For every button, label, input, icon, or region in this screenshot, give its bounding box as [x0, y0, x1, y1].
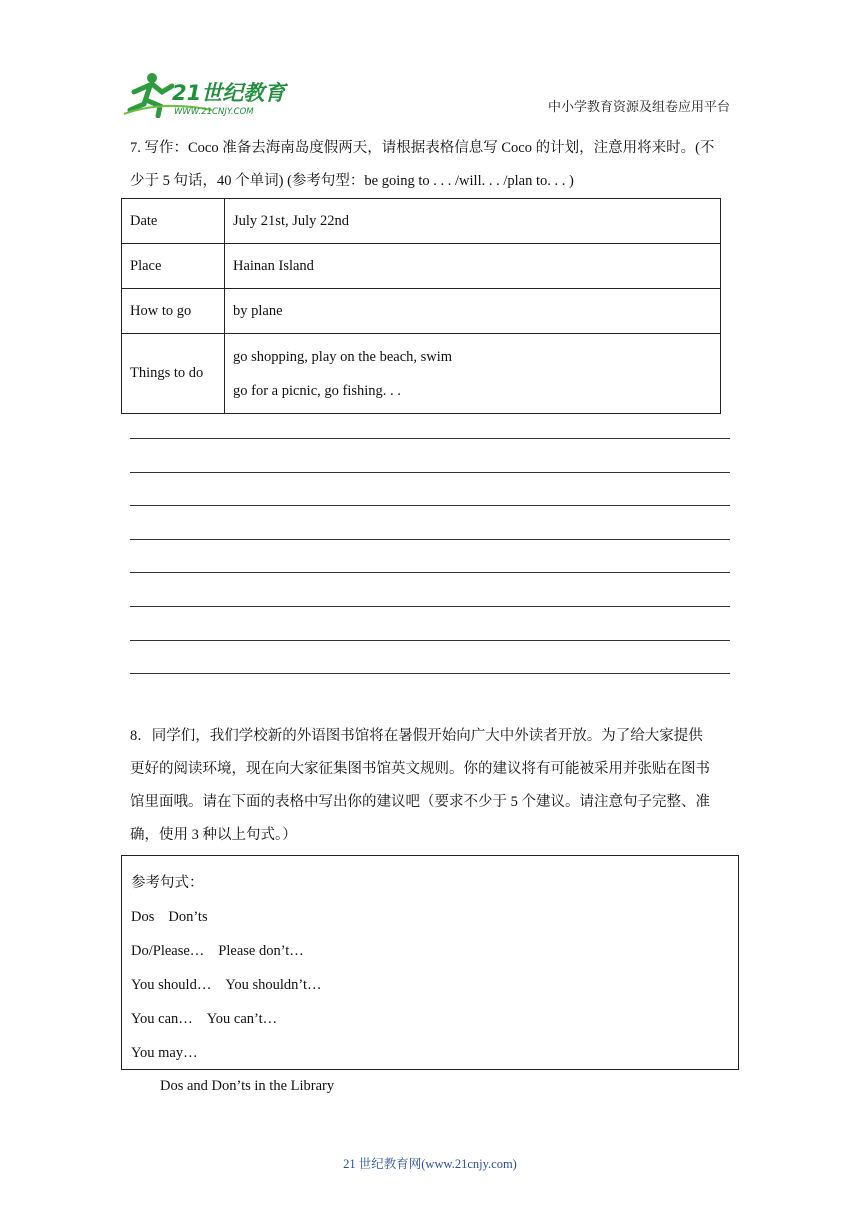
- answer-line[interactable]: [130, 572, 730, 606]
- row-key: How to go: [122, 289, 225, 334]
- q8-line-4: 确，使用 3 种以上句式。）: [130, 827, 297, 843]
- answer-line[interactable]: [130, 505, 730, 539]
- things-line-1: go shopping, play on the beach, swim: [233, 348, 453, 365]
- row-value: by plane: [225, 289, 721, 334]
- answer-lines[interactable]: [130, 438, 730, 707]
- answer-line[interactable]: [130, 438, 730, 472]
- answer-line[interactable]: [130, 640, 730, 674]
- pattern-row: [131, 900, 729, 934]
- pattern-do: You can…: [131, 1011, 193, 1027]
- library-rules-title: Dos and Don’ts in the Library: [160, 1078, 335, 1094]
- logo-runner-icon: [122, 70, 292, 118]
- q8-line-2: 更好的阅读环境，现在向大家征集图书馆英文规则。你的建议将有可能被采用并张贴在图书: [130, 761, 710, 777]
- header-tagline: 中小学教育资源及组卷应用平台: [547, 99, 730, 114]
- pattern-do: Do/Please…: [131, 943, 205, 959]
- pattern-dont: Don’ts: [168, 909, 208, 925]
- row-key: Place: [122, 244, 225, 289]
- answer-line[interactable]: [130, 606, 730, 640]
- pattern-dont: You shouldn’t…: [225, 977, 322, 993]
- pattern-dont: You can’t…: [206, 1011, 278, 1027]
- pattern-row: [131, 934, 729, 968]
- answer-line[interactable]: [130, 539, 730, 573]
- table-row: [122, 244, 721, 289]
- pattern-do: Dos: [131, 909, 155, 925]
- svg-text:21世纪教育: 21世纪教育: [172, 81, 286, 105]
- table-row: [122, 199, 721, 244]
- question-7-prompt: [130, 132, 730, 198]
- row-key: Date: [122, 199, 225, 244]
- box-title: 参考句式：: [131, 875, 204, 891]
- reference-sentences-box: [121, 855, 739, 1070]
- row-value: [225, 334, 721, 414]
- answer-line[interactable]: [130, 673, 730, 707]
- q7-line-1: 7. 写作：Coco 准备去海南岛度假两天，请根据表格信息写 Coco 的计划，注意用将来时。(不: [130, 140, 715, 156]
- pattern-row: [131, 968, 729, 1002]
- pattern-row: [131, 1002, 729, 1036]
- row-value: Hainan Island: [225, 244, 721, 289]
- site-logo: [122, 70, 292, 118]
- plan-info-table: [121, 198, 721, 414]
- table-row: [122, 289, 721, 334]
- footer-link[interactable]: 21 世纪教育网(www.21cnjy.com): [343, 1157, 517, 1171]
- row-key: Things to do: [122, 334, 225, 414]
- svg-text:WWW.21CNJY.COM: WWW.21CNJY.COM: [174, 107, 254, 117]
- pattern-row: [131, 1036, 729, 1070]
- things-line-2: go for a picnic, go fishing. . .: [233, 382, 401, 399]
- pattern-do: You may…: [131, 1045, 198, 1061]
- table-row: [122, 334, 721, 414]
- pattern-do: You should…: [131, 977, 212, 993]
- q8-line-3: 馆里面哦。请在下面的表格中写出你的建议吧（要求不少于 5 个建议。请注意句子完整、准: [130, 794, 710, 810]
- q8-line-1: 8．同学们，我们学校新的外语图书馆将在暑假开始向广大中外读者开放。为了给大家提供: [130, 728, 703, 744]
- q7-line-2: 少于 5 句话，40 个单词) (参考句型：be going to . . . /will. . . /plan to. . . ): [130, 173, 574, 189]
- answer-line[interactable]: [130, 472, 730, 506]
- question-8-prompt: [130, 720, 730, 852]
- pattern-dont: Please don’t…: [218, 943, 304, 959]
- row-value: July 21st, July 22nd: [225, 199, 721, 244]
